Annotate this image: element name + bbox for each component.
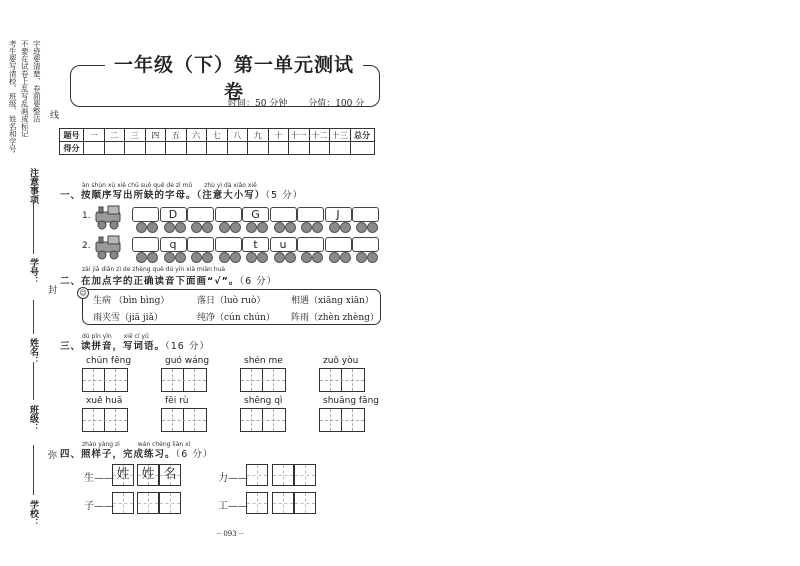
section4-points: （6 分） xyxy=(175,449,214,460)
reading-word-1[interactable]: 生病 （bìn bìng） xyxy=(93,296,170,306)
field-number-line[interactable] xyxy=(33,200,34,254)
exam-time: 时间：50 分钟 xyxy=(228,99,288,109)
section3-points: （16 分） xyxy=(165,341,210,352)
score-table-row2-label: 得分 xyxy=(60,142,84,155)
wheel-icon xyxy=(312,252,323,263)
section2-title-text: 二、在加点字的正确读音下面画“√”。 xyxy=(60,276,240,287)
section1-title xyxy=(60,187,303,201)
writing-grid[interactable] xyxy=(319,368,365,392)
section1-pinyin: àn shùn xù xiě chū suǒ quē de zì mǔ zhù yì dà xiǎo xiě xyxy=(82,182,257,189)
train-car[interactable] xyxy=(297,237,324,252)
score-cell[interactable] xyxy=(207,142,228,155)
train-car[interactable] xyxy=(215,207,242,222)
wheel-icon xyxy=(340,252,351,263)
example-char-1: 姓 xyxy=(116,467,130,482)
seal-char-xian: 线 xyxy=(48,110,58,119)
answer-cell[interactable] xyxy=(137,492,159,514)
score-col-13: 十三 xyxy=(330,129,351,142)
exam-score: 分值：100 分 xyxy=(308,99,365,109)
section3-pinyin: dú pīn yīn xiě cí yǔ xyxy=(82,333,149,340)
score-cell[interactable] xyxy=(268,142,289,155)
section4-title-text: 四、照样子，完成练习。 xyxy=(60,449,176,460)
score-cell[interactable] xyxy=(186,142,207,155)
example-char-2: 姓 xyxy=(141,467,155,482)
wheel-icon xyxy=(164,252,175,263)
train-engine-icon xyxy=(94,204,128,230)
score-table-score-row xyxy=(60,142,375,155)
score-cell[interactable] xyxy=(104,142,125,155)
field-number-label: 学号： xyxy=(28,258,38,285)
wheel-icon xyxy=(219,252,230,263)
score-table xyxy=(59,128,375,155)
answer-cell[interactable] xyxy=(294,464,316,486)
example-cell-2 xyxy=(137,464,159,486)
train-car[interactable] xyxy=(297,207,324,222)
example-cell-1 xyxy=(112,464,134,486)
pinyin-prompt: fēi rù xyxy=(165,396,189,406)
score-col-12: 十二 xyxy=(309,129,330,142)
field-school-label: 学校： xyxy=(28,500,38,527)
pinyin-prompt: shén me xyxy=(244,356,283,366)
score-col-2: 二 xyxy=(104,129,125,142)
train-car[interactable] xyxy=(132,207,159,222)
train-car: u xyxy=(270,237,297,252)
score-cell[interactable] xyxy=(248,142,269,155)
score-table-header-row xyxy=(60,129,375,142)
wheel-icon xyxy=(329,252,340,263)
answer-cell[interactable] xyxy=(272,464,294,486)
pinyin-prompt: zuǒ yòu xyxy=(323,356,359,366)
train-row-2 xyxy=(82,232,382,266)
wheel-icon xyxy=(147,252,158,263)
pinyin-prompt: xuě huā xyxy=(86,396,123,406)
writing-grid[interactable] xyxy=(240,368,286,392)
wheel-icon xyxy=(136,252,147,263)
wheel-icon xyxy=(246,252,257,263)
notice-line-2: 不要在试卷上乱写乱画或标记 xyxy=(20,40,30,138)
score-cell[interactable] xyxy=(309,142,330,155)
score-cell[interactable] xyxy=(330,142,351,155)
wheel-icon xyxy=(191,252,202,263)
reading-word-2[interactable]: 落日（luò ruò） xyxy=(197,296,266,306)
example-char-3: 名 xyxy=(163,467,177,482)
exam-meta xyxy=(228,96,382,109)
pinyin-prompt: chūn fēng xyxy=(86,356,132,366)
train-car[interactable] xyxy=(132,237,159,252)
notice-text-3 xyxy=(32,40,40,123)
answer-cell[interactable] xyxy=(272,492,294,514)
writing-grid[interactable] xyxy=(319,408,365,432)
wheel-icon xyxy=(257,252,268,263)
train-car: D xyxy=(160,207,187,222)
train-car[interactable] xyxy=(352,207,379,222)
train-car: G xyxy=(242,207,269,222)
notice-title: 注意事项 xyxy=(28,168,38,204)
train-car[interactable] xyxy=(215,237,242,252)
wheel-icon xyxy=(230,252,241,263)
reading-word-3[interactable]: 相遇（xiāng xiān） xyxy=(291,296,374,306)
train-engine-icon xyxy=(94,234,128,260)
score-cell[interactable] xyxy=(227,142,248,155)
train-car: J xyxy=(325,207,352,222)
answer-cell[interactable] xyxy=(294,492,316,514)
seal-char-feng: 封 xyxy=(46,285,56,294)
notice-line-1: 考生要写清校、班级、姓名和学号 xyxy=(8,40,18,153)
exercise-label-2: 力—— xyxy=(218,473,248,484)
score-col-3: 三 xyxy=(125,129,146,142)
field-class-label: 班级： xyxy=(28,405,38,432)
wheel-icon xyxy=(274,252,285,263)
section1-title-text: 一、按顺序写出所缺的字母。（注意大小写） xyxy=(60,190,266,201)
notice-text xyxy=(8,40,16,153)
example-cell-3 xyxy=(159,464,181,486)
writing-grid[interactable] xyxy=(82,368,128,392)
writing-grid[interactable] xyxy=(161,408,207,432)
reading-word-6[interactable]: 阵雨（zhèn zhèng） xyxy=(291,313,379,323)
section1-points: （5 分） xyxy=(265,190,304,201)
train-row-2-num: 2. xyxy=(82,241,91,251)
answer-cell[interactable] xyxy=(159,492,181,514)
wheel-icon xyxy=(202,252,213,263)
train-car[interactable] xyxy=(270,207,297,222)
wheel-icon xyxy=(301,252,312,263)
field-class-line[interactable] xyxy=(33,362,34,400)
exercise-label-3: 工—— xyxy=(218,501,248,512)
pinyin-prompt: guó wáng xyxy=(165,356,210,366)
answer-cell[interactable] xyxy=(112,492,134,514)
section2-title xyxy=(60,273,277,287)
train-car: q xyxy=(160,237,187,252)
train-car: t xyxy=(242,237,269,252)
score-col-9: 九 xyxy=(248,129,269,142)
notice-text-2 xyxy=(20,40,28,138)
score-cell-total[interactable] xyxy=(350,142,374,155)
wheel-icon xyxy=(356,252,367,263)
section3-title xyxy=(60,338,210,352)
notice-line-3: 字迹要清楚，卷面要整洁 xyxy=(32,40,42,123)
score-col-4: 四 xyxy=(145,129,166,142)
field-school-line[interactable] xyxy=(33,445,34,495)
smiley-icon: ☺ xyxy=(77,287,89,299)
wheel-icon xyxy=(285,252,296,263)
score-col-1: 一 xyxy=(84,129,105,142)
score-table-row1-label: 题号 xyxy=(60,129,84,142)
train-row-1-num: 1. xyxy=(82,211,91,221)
score-cell[interactable] xyxy=(145,142,166,155)
writing-grid[interactable] xyxy=(82,408,128,432)
writing-grid[interactable] xyxy=(240,408,286,432)
train-car[interactable] xyxy=(325,237,352,252)
field-name-line[interactable] xyxy=(33,300,34,334)
train-car[interactable] xyxy=(187,237,214,252)
reading-word-4[interactable]: 雨夹雪（jiā jiǎ） xyxy=(93,313,163,323)
section3-title-text: 三、读拼音，写词语。 xyxy=(60,341,166,352)
train-row-1 xyxy=(82,202,382,236)
pinyin-prompt: shuāng fāng xyxy=(323,396,379,406)
seal-char-mi: 弥 xyxy=(46,450,56,459)
section2-pinyin: zài jiā diǎn zì de zhèng què dú yīn xià miàn huà xyxy=(82,266,226,273)
wheel-icon xyxy=(367,252,378,263)
pinyin-prompt: shēng qì xyxy=(244,396,283,406)
score-col-11: 十一 xyxy=(289,129,310,142)
section2-points: （6 分） xyxy=(239,276,278,287)
score-col-10: 十 xyxy=(268,129,289,142)
writing-grid[interactable] xyxy=(161,368,207,392)
score-col-total: 总分 xyxy=(350,129,374,142)
field-name-label: 姓名： xyxy=(28,338,38,365)
score-col-8: 八 xyxy=(227,129,248,142)
score-col-5: 五 xyxy=(166,129,187,142)
page-title: 一年级（下）第一单元测试卷 xyxy=(105,50,363,104)
score-col-7: 七 xyxy=(207,129,228,142)
score-cell[interactable] xyxy=(84,142,105,155)
wheel-icon xyxy=(175,252,186,263)
score-cell[interactable] xyxy=(125,142,146,155)
section4-pinyin: zhào yàng zi wán chéng liàn xí xyxy=(82,441,191,448)
section4-title xyxy=(60,446,213,460)
score-col-6: 六 xyxy=(186,129,207,142)
page-number: ·· 093 ·· xyxy=(216,530,244,538)
exercise-label-1: 子—— xyxy=(84,501,114,512)
reading-word-5[interactable]: 纯净（cún chún） xyxy=(197,313,275,323)
example-label: 生—— xyxy=(84,473,114,484)
train-car[interactable] xyxy=(187,207,214,222)
answer-cell[interactable] xyxy=(246,492,268,514)
answer-cell[interactable] xyxy=(246,464,268,486)
score-cell[interactable] xyxy=(289,142,310,155)
train-car[interactable] xyxy=(352,237,379,252)
score-cell[interactable] xyxy=(166,142,187,155)
